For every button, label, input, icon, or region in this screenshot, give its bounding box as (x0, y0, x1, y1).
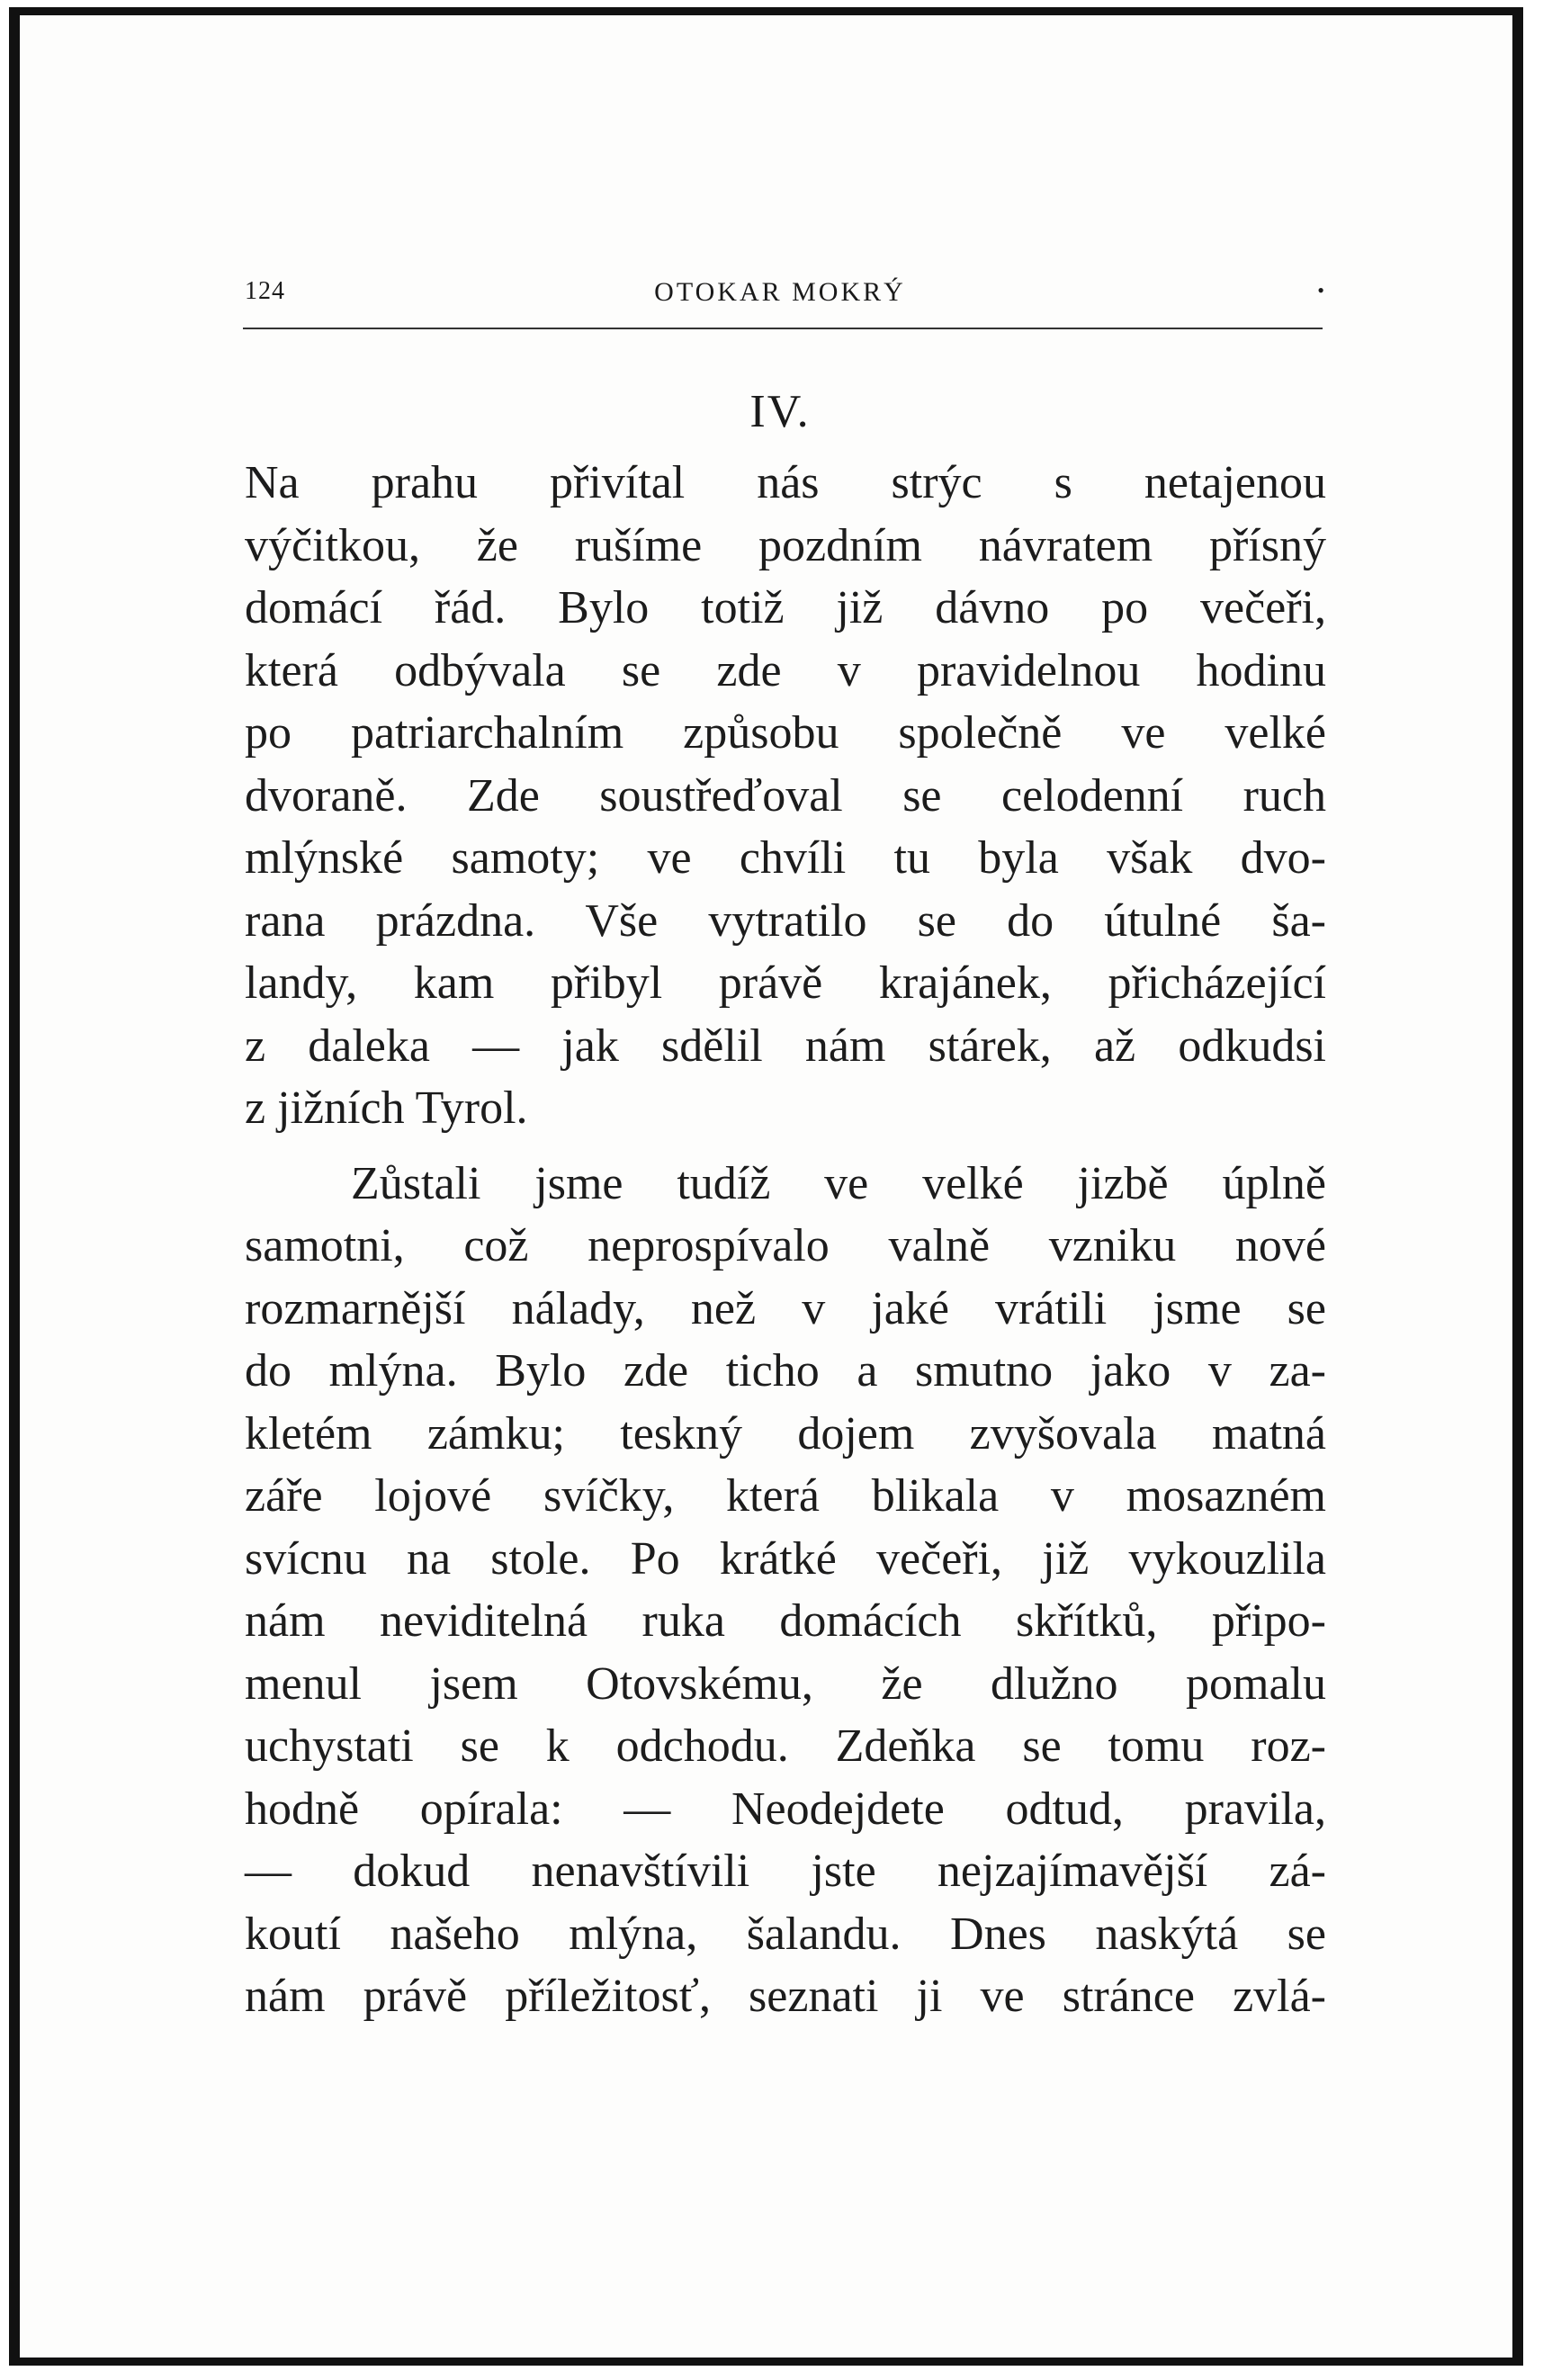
text-line: po patriarchalním způsobu společně ve velké (245, 707, 1326, 759)
text-line: rozmarnější nálady, než v jaké vrátili jsme se (245, 1282, 1326, 1334)
text-line: dvoraně. Zde soustřeďoval se celodenní ruch (245, 769, 1326, 822)
text-line: hodně opírala: — Neodejdete odtud, pravila, (245, 1783, 1326, 1835)
body-text (245, 452, 1326, 2028)
text-line: koutí našeho mlýna, šalandu. Dnes naskýtá se (245, 1908, 1326, 1960)
text-line: nám neviditelná ruka domácích skřítků, připo- (245, 1595, 1326, 1647)
paragraph-gap (245, 1140, 1326, 1153)
text-line: nám právě příležitosť, seznati ji ve stránce zvlá- (245, 1971, 1326, 2022)
text-line: záře lojové svíčky, která blikala v mosazném (245, 1470, 1326, 1522)
text-line: z daleka — jak sdělil nám stárek, až odkudsi (245, 1019, 1326, 1072)
page-number: 124 (245, 277, 285, 305)
text-line: mlýnské samoty; ve chvíli tu byla však dvo- (245, 832, 1326, 884)
text-line: Zůstali jsme tudíž ve velké jizbě úplně (351, 1157, 1326, 1209)
text-line: kletém zámku; teskný dojem zvyšovala matná (245, 1407, 1326, 1459)
text-line: samotni, což neprospívalo valně vzniku nové (245, 1220, 1326, 1271)
text-line: z jižních Tyrol. (245, 1082, 528, 1134)
text-line: menul jsem Otovskému, že dlužno pomalu (245, 1657, 1326, 1710)
text-line: svícnu na stole. Po krátké večeři, již vykouzlila (245, 1532, 1326, 1585)
page-header (236, 270, 1324, 324)
header-rule (243, 328, 1323, 329)
text-line: do mlýna. Bylo zde ticho a smutno jako v za- (245, 1345, 1326, 1397)
running-title: OTOKAR MOKRÝ (654, 277, 906, 307)
text-line: — dokud nenavštívili jste nejzajímavější zá- (245, 1846, 1326, 1897)
text-line: uchystati se k odchodu. Zdeňka se tomu roz- (245, 1720, 1326, 1772)
header-dot: • (1317, 279, 1324, 301)
text-line: výčitkou, že rušíme pozdním návratem přísný (245, 519, 1326, 571)
chapter-heading: IV. (749, 386, 811, 437)
text-line: landy, kam přibyl právě krajánek, přicházející (245, 957, 1326, 1009)
text-line: domácí řád. Bylo totiž již dávno po večeři, (245, 582, 1326, 633)
text-line: Na prahu přivítal nás strýc s netajenou (245, 457, 1326, 508)
text-line: rana prázdna. Vše vytratilo se do útulné ša- (245, 894, 1326, 947)
text-line: která odbývala se zde v pravidelnou hodinu (245, 644, 1326, 696)
